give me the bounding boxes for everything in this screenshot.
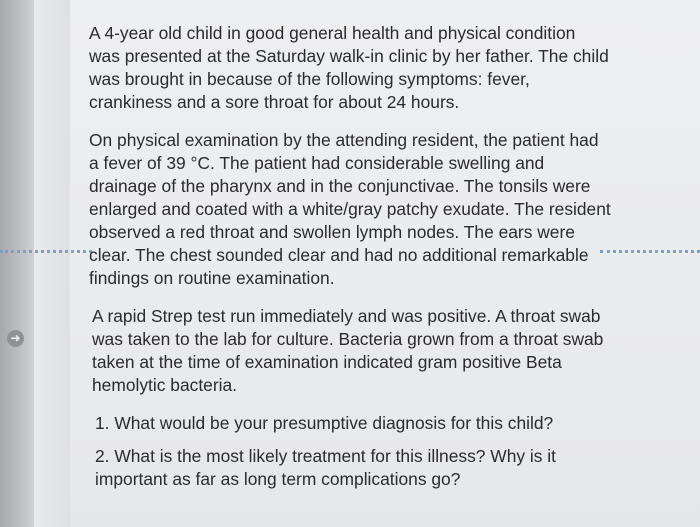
document-text [89,22,689,501]
text-line: clear. The chest sounded clear and had no additional remarkable [89,245,589,265]
paragraph-case-intro [89,22,689,114]
text-line: 1. What would be your presumptive diagnosis for this child? [95,413,554,433]
text-line: was brought in because of the following symptoms: fever, [89,69,530,89]
dotted-guide-left [0,250,92,253]
text-line: observed a red throat and swollen lymph nodes. The ears were [89,222,575,242]
text-line: a fever of 39 °C. The patient had considerable swelling and [89,153,545,173]
text-line: A rapid Strep test run immediately and was positive. A throat swab [92,306,601,326]
text-line: drainage of the pharynx and in the conjunctivae. The tonsils were [89,176,591,196]
text-line: hemolytic bacteria. [92,375,237,395]
paragraph-lab-results [92,305,689,397]
text-line: was presented at the Saturday walk-in clinic by her father. The child [89,46,609,66]
text-line: important as far as long term complications go? [95,469,461,489]
arrow-right-circle-icon[interactable]: ➜ [7,330,24,347]
text-line: findings on routine examination. [89,268,335,288]
question-1 [95,412,689,435]
text-line: was taken to the lab for culture. Bacteria grown from a throat swab [92,329,604,349]
text-line: taken at the time of examination indicated gram positive Beta [92,352,562,372]
left-background-band [0,0,34,527]
text-line: 2. What is the most likely treatment for this illness? Why is it [95,446,556,466]
text-line: enlarged and coated with a white/gray patchy exudate. The resident [89,199,611,219]
page-left-edge [34,0,70,527]
question-2 [95,445,689,491]
text-line: On physical examination by the attending resident, the patient had [89,130,599,150]
text-line: A 4-year old child in good general health and physical condition [89,23,576,43]
paragraph-physical-exam [89,129,689,290]
text-line: crankiness and a sore throat for about 24 hours. [89,92,460,112]
